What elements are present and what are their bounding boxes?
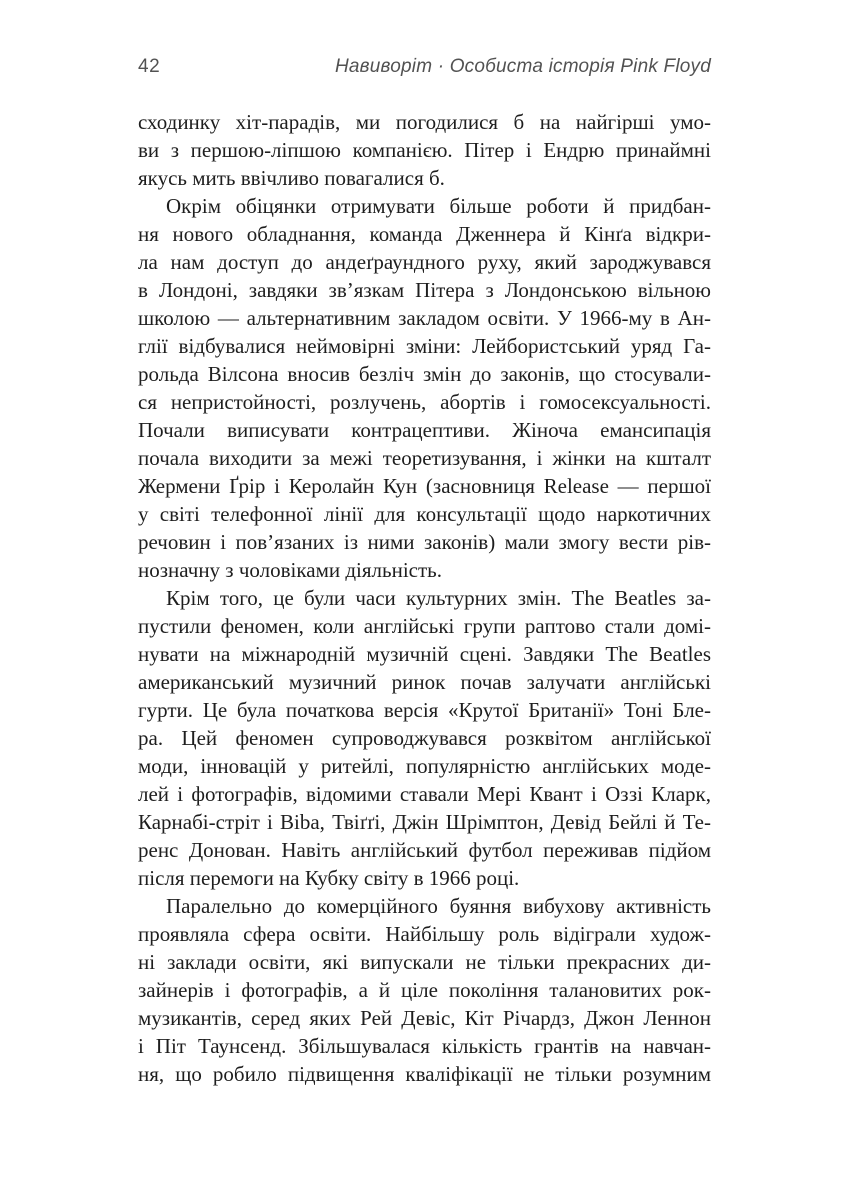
text-line: рольда Вілсона вносив безліч змін до законів, що стосували-	[138, 362, 711, 386]
text-line: ні заклади освіти, які випускали не тільки прекрасних ди-	[138, 950, 711, 974]
text-line: музикантів, серед яких Рей Девіс, Кіт Річардз, Джон Леннон	[138, 1006, 711, 1030]
text-line: нозначну з чоловіками діяльність.	[138, 558, 442, 582]
text-line: речовин і пов’язаних із ними законів) мали змогу вести рів-	[138, 530, 711, 554]
text-line: лей і фотографів, відомими ставали Мері Квант і Оззі Кларк,	[138, 782, 711, 806]
text-line: Паралельно до комерційного буяння вибухову активність	[166, 894, 711, 918]
text-line: ви з першою-ліпшою компанією. Пітер і Ендрю принаймні	[138, 138, 711, 162]
text-line: Карнабі-стріт і Biba, Твіґґі, Джін Шрімптон, Девід Бейлі й Те-	[138, 810, 711, 834]
text-line: глії відбувалися неймовірні зміни: Лейбористський уряд Га-	[138, 334, 711, 358]
text-line: і Піт Таунсенд. Збільшувалася кількість грантів на навчан-	[138, 1034, 711, 1058]
text-line: гурти. Це була початкова версія «Крутої Британії» Тоні Бле-	[138, 698, 711, 722]
text-line: почала виходити за межі теоретизування, і жінки на кшталт	[138, 446, 711, 470]
text-line: в Лондоні, завдяки зв’язкам Пітера з Лондонською вільною	[138, 278, 711, 302]
text-line: ра. Цей феномен супроводжувався розквітом англійської	[138, 726, 711, 750]
text-line: ня, що робило підвищення кваліфікації не тільки розумним	[138, 1062, 711, 1086]
page-number: 42	[138, 56, 161, 77]
text-line: ня нового обладнання, команда Дженнера й Кінґа відкри-	[138, 222, 711, 246]
text-line: нувати на міжнародній музичній сцені. Завдяки The Beatles	[138, 642, 711, 666]
paragraph	[138, 192, 711, 584]
text-line: Окрім обіцянки отримувати більше роботи й придбан-	[166, 194, 711, 218]
text-line: якусь мить ввічливо повагалися б.	[138, 166, 445, 190]
text-line: Жермени Ґрір і Керолайн Кун (засновниця Release — першої	[138, 474, 711, 498]
text-line: моди, інновацій у ритейлі, популярністю англійських моде-	[138, 754, 711, 778]
text-line: ренс Донован. Навіть англійський футбол переживав підйом	[138, 838, 711, 862]
page-body	[138, 108, 711, 1088]
text-line: пустили феномен, коли англійські групи раптово стали домі-	[138, 614, 711, 638]
paragraph	[138, 108, 711, 192]
text-line: Почали виписувати контрацептиви. Жіноча емансипація	[138, 418, 711, 442]
text-line: після перемоги на Кубку світу в 1966 році.	[138, 866, 520, 890]
text-line: школою — альтернативним закладом освіти. У 1966-му в Ан-	[138, 306, 711, 330]
page-header	[138, 56, 711, 78]
text-line: у світі телефонної лінії для консультації щодо наркотичних	[138, 502, 711, 526]
text-line: ся непристойності, розлучень, абортів і гомосексуальності.	[138, 390, 711, 414]
running-title: Навиворіт · Особиста історія Pink Floyd	[334, 56, 711, 77]
paragraph	[138, 892, 711, 1088]
text-line: Крім того, це були часи культурних змін. The Beatles за-	[166, 586, 711, 610]
text-line: зайнерів і фотографів, а й ціле покоління талановитих рок-	[138, 978, 711, 1002]
text-line: проявляла сфера освіти. Найбільшу роль відіграли худож-	[138, 922, 711, 946]
paragraph	[138, 584, 711, 892]
text-line: ла нам доступ до андеґраундного руху, який зароджувався	[138, 250, 711, 274]
text-line: сходинку хіт-парадів, ми погодилися б на найгірші умо-	[138, 110, 711, 134]
text-line: американський музичний ринок почав залучати англійські	[138, 670, 711, 694]
